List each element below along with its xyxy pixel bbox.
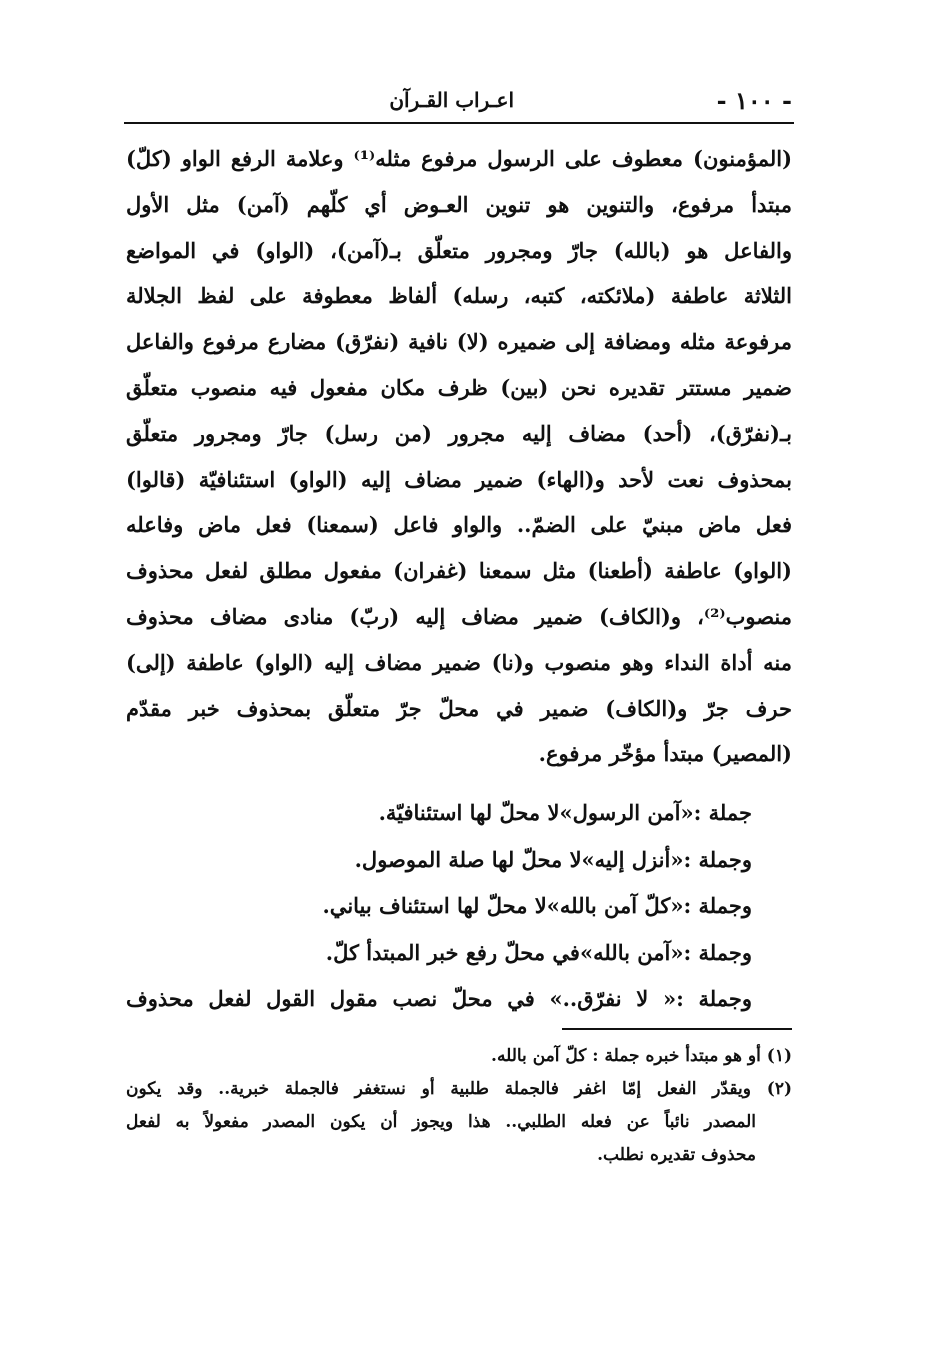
body-line: ضمير مستتر تقديره نحن (بين) ظرف مكان مفعول فيه منصوب متعلّق	[126, 374, 792, 400]
body-text	[126, 136, 792, 777]
sentence-item: وجملة :« لا نفرّق..» في محلّ نصب مقول القول لفعل محذوف	[126, 986, 752, 1011]
body-line: منصوب⁽²⁾، و(الكاف) ضمير مضاف إليه (ربّ) منادى مضاف محذوف	[126, 603, 792, 629]
body-line: الثلاثة عاطفة (ملائكته، كتبه، رسله) ألفاظ معطوفة على لفظ الجلالة	[126, 283, 792, 309]
running-title: اعـراب القـرآن	[389, 88, 514, 112]
body-line: بـ(نفرّق)، (أحد) مضاف إليه مجرور (من رسل) جارّ ومجرور متعلّق	[126, 420, 792, 446]
footnote-2: (٢) ويقدّر الفعل إمّا اغفر فالجملة طلبية أو نستغفر فالجملة خبرية.. وقد يكون	[126, 1079, 792, 1099]
body-line: مرفوعة مثله ومضافة إلى ضميره (لا) نافية (نفرّق) مضارع مرفوع والفاعل	[126, 329, 792, 355]
body-line: بمحذوف نعت لأحد و(الهاء) ضمير مضاف إليه (الواو) استئنافيّة (قالوا)	[126, 466, 792, 492]
sentence-item: وجملة :«كلّ آمن بالله»لا محلّ لها استئناف بياني.	[322, 893, 752, 918]
body-line: (المؤمنون) معطوف على الرسول مرفوع مثله⁽¹⁾ وعلامة الرفع الواو (كلّ)	[126, 146, 792, 171]
sentence-item: جملة :«آمن الرسول»لا محلّ لها استئنافيّة.	[378, 800, 752, 825]
body-line: حرف جرّ و(الكاف) ضمير في محلّ جرّ متعلّق بمحذوف خبر مقدّم	[126, 695, 792, 721]
footnote-2-continued: محذوف تقديره نطلب.	[597, 1145, 756, 1165]
body-line: مبتدأ مرفوع، والتنوين هو تنوين العـوض أي كلّهم (آمن) مثل الأول	[126, 191, 792, 217]
body-line: فعل ماض مبنيّ على الضمّ.. والواو فاعل (سمعنا) فعل ماض وفاعله	[126, 512, 792, 538]
footnotes	[126, 1040, 792, 1172]
body-line: (الواو) عاطفة (أطعنا) مثل سمعنا (غفران) مفعول مطلق لفعل محذوف	[126, 558, 792, 584]
sentence-analysis-list	[126, 790, 792, 1023]
body-line: (المصير) مبتدأ مؤخّر مرفوع.	[538, 741, 792, 767]
page-header	[126, 84, 792, 116]
page-number: - ١٠٠ -	[716, 86, 792, 115]
sentence-item: وجملة :«آمن بالله»في محلّ رفع خبر المبتدأ كلّ.	[325, 939, 752, 965]
body-line: والفاعل هو (بالله) جارّ ومجرور متعلّق بـ(آمن)، (الواو) في المواضع	[126, 237, 792, 263]
footnote-1: (١) أو هو مبتدأ خبره جملة : كلّ آمن بالله.	[491, 1046, 792, 1066]
footnote-2-continued: المصدر نائباً عن فعله الطلبي.. هذا ويجوز أن يكون المصدر مفعولاً به لفعل	[126, 1112, 756, 1132]
header-rule	[124, 122, 794, 124]
sentence-item: وجملة :«أنزل إليه»لا محلّ لها صلة الموصول.	[354, 846, 752, 872]
body-line: منه أداة النداء وهو منصوب و(نا) ضمير مضاف إليه (الواو) عاطفة (إلى)	[126, 649, 792, 675]
footnote-rule	[562, 1028, 792, 1030]
